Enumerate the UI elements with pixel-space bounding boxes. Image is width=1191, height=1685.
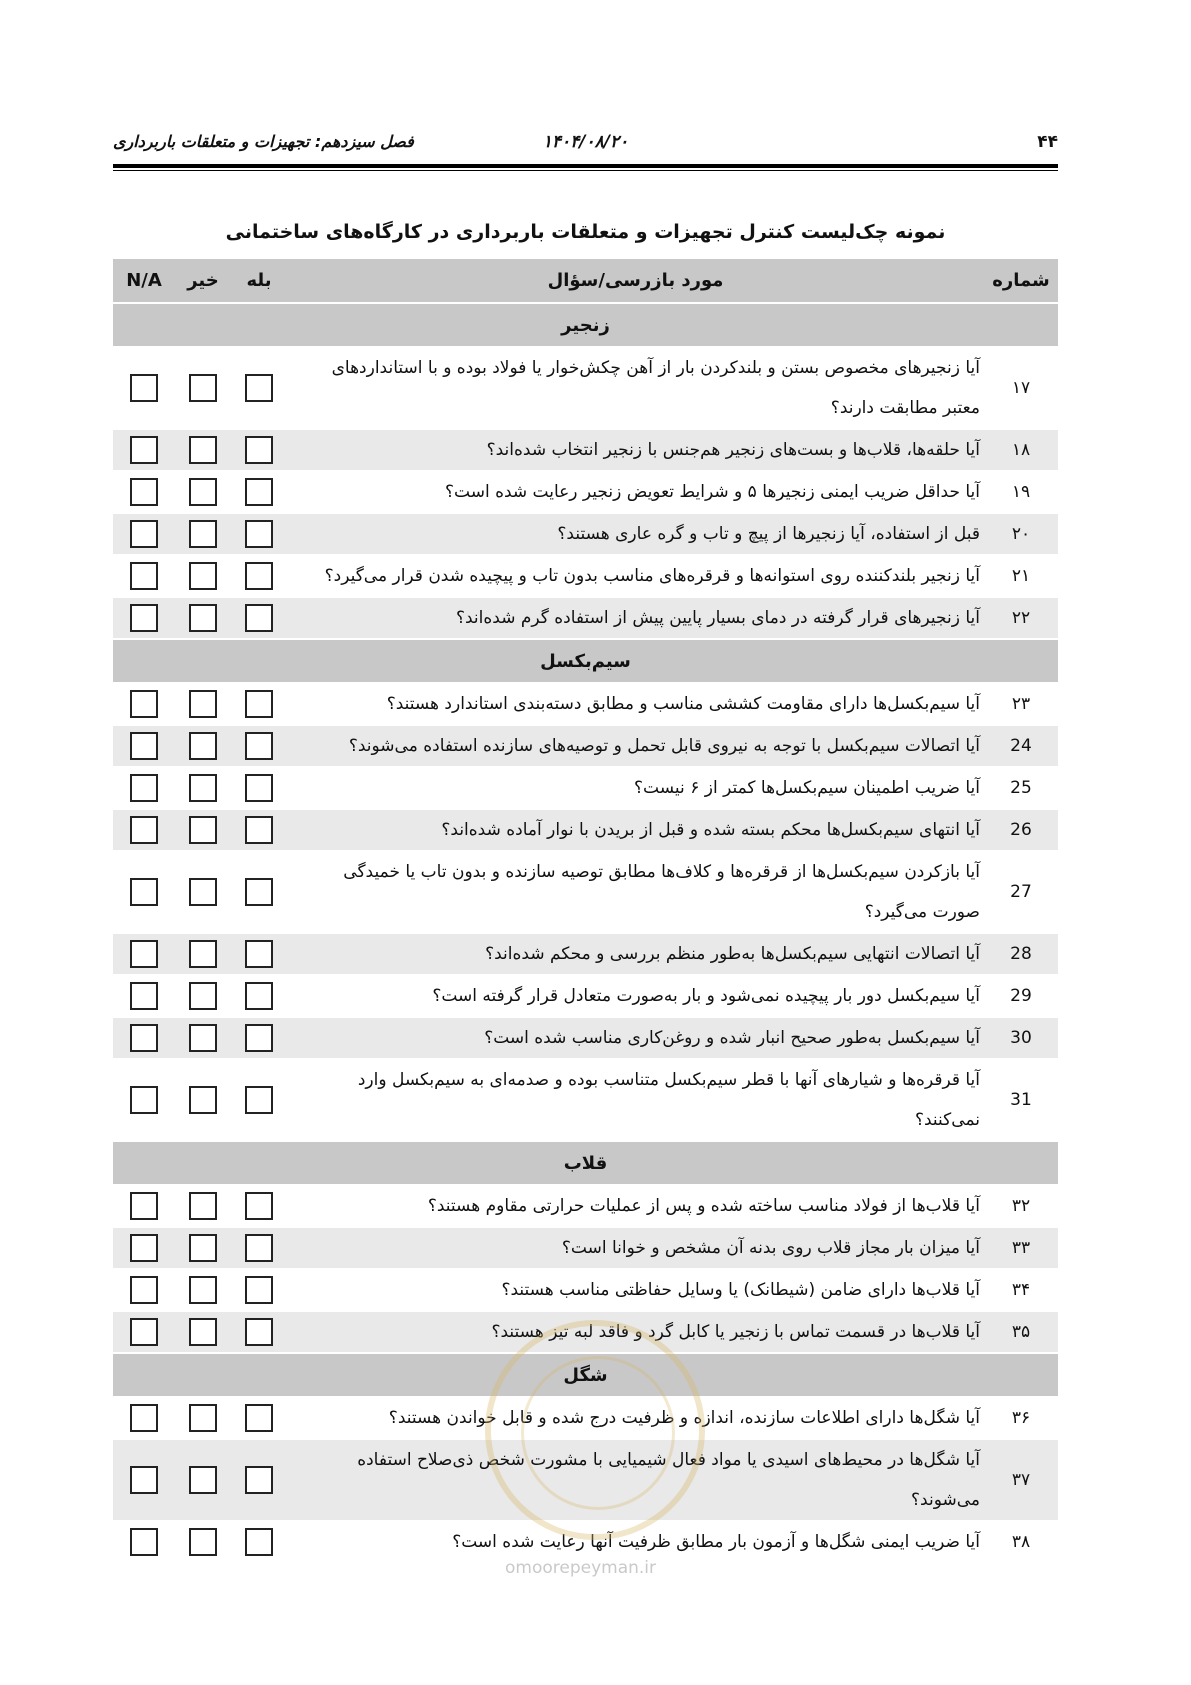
table-header-row — [113, 259, 1058, 303]
na-cell — [113, 851, 175, 933]
na-checkbox[interactable] — [130, 1276, 158, 1304]
yes-cell — [231, 1311, 287, 1353]
na-cell — [113, 1227, 175, 1269]
na-cell — [113, 933, 175, 975]
header-question: مورد بازرسی/سؤال — [287, 259, 984, 303]
table-row — [113, 1059, 1058, 1141]
row-number: 24 — [984, 725, 1058, 767]
yes-checkbox[interactable] — [245, 1528, 273, 1556]
no-cell — [175, 809, 231, 851]
yes-cell — [231, 429, 287, 471]
row-question: آیا میزان بار مجاز قلاب روی بدنه آن مشخص و خوانا است؟ — [287, 1227, 984, 1269]
no-cell — [175, 1185, 231, 1227]
na-checkbox[interactable] — [130, 520, 158, 548]
yes-checkbox[interactable] — [245, 1466, 273, 1494]
no-checkbox[interactable] — [189, 1086, 217, 1114]
na-cell — [113, 809, 175, 851]
na-cell — [113, 429, 175, 471]
table-row — [113, 429, 1058, 471]
na-checkbox[interactable] — [130, 1192, 158, 1220]
row-question: آیا حداقل ضریب ایمنی زنجیرها ۵ و شرایط تعویض زنجیر رعایت شده است؟ — [287, 471, 984, 513]
row-number: ۳۵ — [984, 1311, 1058, 1353]
no-checkbox[interactable] — [189, 732, 217, 760]
yes-cell — [231, 513, 287, 555]
no-checkbox[interactable] — [189, 1318, 217, 1346]
no-checkbox[interactable] — [189, 1192, 217, 1220]
no-checkbox[interactable] — [189, 940, 217, 968]
row-question: آیا ضریب ایمنی شگل‌ها و آزمون بار مطابق ظرفیت آنها رعایت شده است؟ — [287, 1521, 984, 1563]
na-checkbox[interactable] — [130, 1528, 158, 1556]
na-checkbox[interactable] — [130, 478, 158, 506]
no-checkbox[interactable] — [189, 816, 217, 844]
row-number: ۳۶ — [984, 1397, 1058, 1439]
no-cell — [175, 597, 231, 639]
yes-checkbox[interactable] — [245, 1086, 273, 1114]
no-cell — [175, 1227, 231, 1269]
section-row — [113, 1141, 1058, 1185]
na-checkbox[interactable] — [130, 562, 158, 590]
no-checkbox[interactable] — [189, 1234, 217, 1262]
yes-checkbox[interactable] — [245, 1024, 273, 1052]
na-checkbox[interactable] — [130, 1318, 158, 1346]
table-row — [113, 1017, 1058, 1059]
row-question: آیا بازکردن سیم‌بکسل‌ها از قرقره‌ها و کلاف‌ها مطابق توصیه سازنده و بدون تاب یا خمیدگی صورت می‌گیرد؟ — [287, 851, 984, 933]
no-cell — [175, 513, 231, 555]
yes-checkbox[interactable] — [245, 478, 273, 506]
na-checkbox[interactable] — [130, 774, 158, 802]
no-cell — [175, 1439, 231, 1521]
row-number: ۳۷ — [984, 1439, 1058, 1521]
yes-cell — [231, 809, 287, 851]
no-checkbox[interactable] — [189, 1528, 217, 1556]
no-cell — [175, 1017, 231, 1059]
yes-checkbox[interactable] — [245, 816, 273, 844]
table-row — [113, 767, 1058, 809]
no-checkbox[interactable] — [189, 478, 217, 506]
yes-checkbox[interactable] — [245, 562, 273, 590]
row-question: آیا شگل‌ها دارای اطلاعات سازنده، اندازه و ظرفیت درج شده و قابل خواندن هستند؟ — [287, 1397, 984, 1439]
no-checkbox[interactable] — [189, 1276, 217, 1304]
yes-checkbox[interactable] — [245, 1276, 273, 1304]
header-na: N/A — [113, 259, 175, 303]
row-number: ۳۸ — [984, 1521, 1058, 1563]
yes-checkbox[interactable] — [245, 732, 273, 760]
na-checkbox[interactable] — [130, 604, 158, 632]
na-cell — [113, 767, 175, 809]
yes-cell — [231, 851, 287, 933]
na-checkbox[interactable] — [130, 982, 158, 1010]
section-title: سیم‌بکسل — [113, 639, 1058, 683]
table-row — [113, 851, 1058, 933]
yes-cell — [231, 597, 287, 639]
row-question: آیا قلاب‌ها در قسمت تماس با زنجیر یا کابل گرد و فاقد لبه تیز هستند؟ — [287, 1311, 984, 1353]
na-checkbox[interactable] — [130, 1234, 158, 1262]
table-row — [113, 597, 1058, 639]
na-checkbox[interactable] — [130, 1404, 158, 1432]
yes-cell — [231, 347, 287, 429]
section-row — [113, 639, 1058, 683]
no-checkbox[interactable] — [189, 562, 217, 590]
row-question: آیا قلاب‌ها دارای ضامن (شیطانک) یا وسایل حفاظتی مناسب هستند؟ — [287, 1269, 984, 1311]
no-checkbox[interactable] — [189, 520, 217, 548]
row-question: آیا اتصالات سیم‌بکسل با توجه به نیروی قابل تحمل و توصیه‌های سازنده استفاده می‌شوند؟ — [287, 725, 984, 767]
no-cell — [175, 851, 231, 933]
yes-checkbox[interactable] — [245, 1318, 273, 1346]
row-question: آیا زنجیرهای مخصوص بستن و بلندکردن بار از آهن چکش‌خوار یا فولاد بوده و با استانداردهای معتبر مطابقت دارند؟ — [287, 347, 984, 429]
no-checkbox[interactable] — [189, 1024, 217, 1052]
table-row — [113, 1269, 1058, 1311]
no-checkbox[interactable] — [189, 878, 217, 906]
no-cell — [175, 471, 231, 513]
na-checkbox[interactable] — [130, 690, 158, 718]
yes-checkbox[interactable] — [245, 690, 273, 718]
row-question: آیا ضریب اطمینان سیم‌بکسل‌ها کمتر از ۶ نیست؟ — [287, 767, 984, 809]
yes-cell — [231, 767, 287, 809]
na-checkbox[interactable] — [130, 1466, 158, 1494]
table-row — [113, 1397, 1058, 1439]
row-number: 27 — [984, 851, 1058, 933]
no-cell — [175, 1521, 231, 1563]
yes-checkbox[interactable] — [245, 1192, 273, 1220]
section-title: شگل — [113, 1353, 1058, 1397]
yes-checkbox[interactable] — [245, 374, 273, 402]
na-checkbox[interactable] — [130, 1024, 158, 1052]
table-row — [113, 975, 1058, 1017]
table-row — [113, 809, 1058, 851]
table-row — [113, 1439, 1058, 1521]
checklist-table — [113, 259, 1058, 1564]
yes-cell — [231, 975, 287, 1017]
header-no: خیر — [175, 259, 231, 303]
yes-cell — [231, 1185, 287, 1227]
yes-checkbox[interactable] — [245, 1404, 273, 1432]
section-row — [113, 1353, 1058, 1397]
na-checkbox[interactable] — [130, 878, 158, 906]
header-date: ۱۴۰۴/۰۸/۲۰ — [542, 132, 629, 152]
table-row — [113, 513, 1058, 555]
yes-checkbox[interactable] — [245, 940, 273, 968]
row-number: ۲۳ — [984, 683, 1058, 725]
header-rule-thin — [113, 170, 1058, 171]
na-cell — [113, 1017, 175, 1059]
no-checkbox[interactable] — [189, 374, 217, 402]
no-checkbox[interactable] — [189, 982, 217, 1010]
no-cell — [175, 1311, 231, 1353]
checklist-title: نمونه چک‌لیست کنترل تجهیزات و متعلقات باربرداری در کارگاه‌های ساختمانی — [225, 221, 946, 243]
table-row — [113, 1521, 1058, 1563]
page-number: ۴۴ — [1037, 132, 1058, 152]
na-cell — [113, 555, 175, 597]
section-title: زنجیر — [113, 303, 1058, 347]
row-number: ۲۱ — [984, 555, 1058, 597]
na-checkbox[interactable] — [130, 816, 158, 844]
na-checkbox[interactable] — [130, 436, 158, 464]
row-question: آیا قلاب‌ها از فولاد مناسب ساخته شده و پس از عملیات حرارتی مقاوم هستند؟ — [287, 1185, 984, 1227]
na-cell — [113, 683, 175, 725]
yes-checkbox[interactable] — [245, 878, 273, 906]
yes-cell — [231, 725, 287, 767]
row-question: آیا سیم‌بکسل‌ها دارای مقاومت کششی مناسب و مطابق دسته‌بندی استاندارد هستند؟ — [287, 683, 984, 725]
no-checkbox[interactable] — [189, 436, 217, 464]
row-question: آیا سیم‌بکسل دور بار پیچیده نمی‌شود و بار به‌صورت متعادل قرار گرفته است؟ — [287, 975, 984, 1017]
table-row — [113, 725, 1058, 767]
yes-cell — [231, 1059, 287, 1141]
no-cell — [175, 1397, 231, 1439]
na-cell — [113, 513, 175, 555]
yes-cell — [231, 1227, 287, 1269]
table-row — [113, 1185, 1058, 1227]
table-row — [113, 347, 1058, 429]
no-checkbox[interactable] — [189, 774, 217, 802]
row-number: ۳۴ — [984, 1269, 1058, 1311]
row-number: 28 — [984, 933, 1058, 975]
row-number: ۲۲ — [984, 597, 1058, 639]
na-cell — [113, 1397, 175, 1439]
na-cell — [113, 1059, 175, 1141]
row-number: 30 — [984, 1017, 1058, 1059]
no-cell — [175, 1269, 231, 1311]
yes-checkbox[interactable] — [245, 982, 273, 1010]
yes-cell — [231, 1397, 287, 1439]
no-cell — [175, 347, 231, 429]
header-rule-thick — [113, 164, 1058, 168]
yes-cell — [231, 933, 287, 975]
row-number: 26 — [984, 809, 1058, 851]
row-number: ۱۹ — [984, 471, 1058, 513]
table-row — [113, 471, 1058, 513]
row-number: ۲۰ — [984, 513, 1058, 555]
no-cell — [175, 1059, 231, 1141]
header-number: شماره — [984, 259, 1058, 303]
yes-checkbox[interactable] — [245, 520, 273, 548]
yes-cell — [231, 1017, 287, 1059]
chapter-title: فصل سیزدهم: تجهیزات و متعلقات باربرداری — [113, 132, 414, 151]
row-question: آیا قرقره‌ها و شیارهای آنها با قطر سیم‌بکسل متناسب بوده و صدمه‌ای به سیم‌بکسل وارد نمی‌کنند؟ — [287, 1059, 984, 1141]
na-cell — [113, 347, 175, 429]
row-question: آیا اتصالات انتهایی سیم‌بکسل‌ها به‌طور منظم بررسی و محکم شده‌اند؟ — [287, 933, 984, 975]
row-number: 31 — [984, 1059, 1058, 1141]
na-checkbox[interactable] — [130, 732, 158, 760]
row-number: ۳۳ — [984, 1227, 1058, 1269]
na-checkbox[interactable] — [130, 1086, 158, 1114]
no-cell — [175, 555, 231, 597]
yes-checkbox[interactable] — [245, 604, 273, 632]
no-cell — [175, 429, 231, 471]
table-row — [113, 555, 1058, 597]
header-yes: بله — [231, 259, 287, 303]
yes-checkbox[interactable] — [245, 1234, 273, 1262]
watermark-text: omoorepeyman.ir — [505, 1558, 657, 1578]
no-checkbox[interactable] — [189, 1404, 217, 1432]
table-row — [113, 1227, 1058, 1269]
na-cell — [113, 1269, 175, 1311]
yes-checkbox[interactable] — [245, 774, 273, 802]
yes-checkbox[interactable] — [245, 436, 273, 464]
row-number: ۳۲ — [984, 1185, 1058, 1227]
table-body — [113, 303, 1058, 1563]
row-number: 29 — [984, 975, 1058, 1017]
page-header — [113, 128, 1058, 164]
na-cell — [113, 1439, 175, 1521]
row-number: 25 — [984, 767, 1058, 809]
na-cell — [113, 725, 175, 767]
na-checkbox[interactable] — [130, 374, 158, 402]
row-question: آیا سیم‌بکسل به‌طور صحیح انبار شده و روغن‌کاری مناسب شده است؟ — [287, 1017, 984, 1059]
table-row — [113, 933, 1058, 975]
row-question: آیا زنجیر بلندکننده روی استوانه‌ها و قرقره‌های مناسب بدون تاب و پیچیده شدن قرار می‌گیرد؟ — [287, 555, 984, 597]
no-cell — [175, 725, 231, 767]
section-title: قلاب — [113, 1141, 1058, 1185]
na-checkbox[interactable] — [130, 940, 158, 968]
na-cell — [113, 1521, 175, 1563]
table-row — [113, 683, 1058, 725]
row-number: ۱۸ — [984, 429, 1058, 471]
yes-cell — [231, 555, 287, 597]
no-checkbox[interactable] — [189, 604, 217, 632]
na-cell — [113, 471, 175, 513]
yes-cell — [231, 683, 287, 725]
na-cell — [113, 597, 175, 639]
yes-cell — [231, 1269, 287, 1311]
yes-cell — [231, 1439, 287, 1521]
row-question: آیا حلقه‌ها، قلاب‌ها و بست‌های زنجیر هم‌جنس با زنجیر انتخاب شده‌اند؟ — [287, 429, 984, 471]
row-question: قبل از استفاده، آیا زنجیرها از پیچ و تاب و گره عاری هستند؟ — [287, 513, 984, 555]
yes-cell — [231, 471, 287, 513]
no-cell — [175, 975, 231, 1017]
na-cell — [113, 1311, 175, 1353]
no-cell — [175, 767, 231, 809]
na-cell — [113, 1185, 175, 1227]
section-row — [113, 303, 1058, 347]
row-question: آیا زنجیرهای قرار گرفته در دمای بسیار پایین پیش از استفاده گرم شده‌اند؟ — [287, 597, 984, 639]
row-question: آیا شگل‌ها در محیط‌های اسیدی یا مواد فعال شیمیایی با مشورت شخص ذی‌صلاح استفاده می‌شوند؟ — [287, 1439, 984, 1521]
no-checkbox[interactable] — [189, 690, 217, 718]
no-cell — [175, 933, 231, 975]
row-number: ۱۷ — [984, 347, 1058, 429]
na-cell — [113, 975, 175, 1017]
no-checkbox[interactable] — [189, 1466, 217, 1494]
no-cell — [175, 683, 231, 725]
row-question: آیا انتهای سیم‌بکسل‌ها محکم بسته شده و قبل از بریدن با نوار آماده شده‌اند؟ — [287, 809, 984, 851]
yes-cell — [231, 1521, 287, 1563]
table-row — [113, 1311, 1058, 1353]
